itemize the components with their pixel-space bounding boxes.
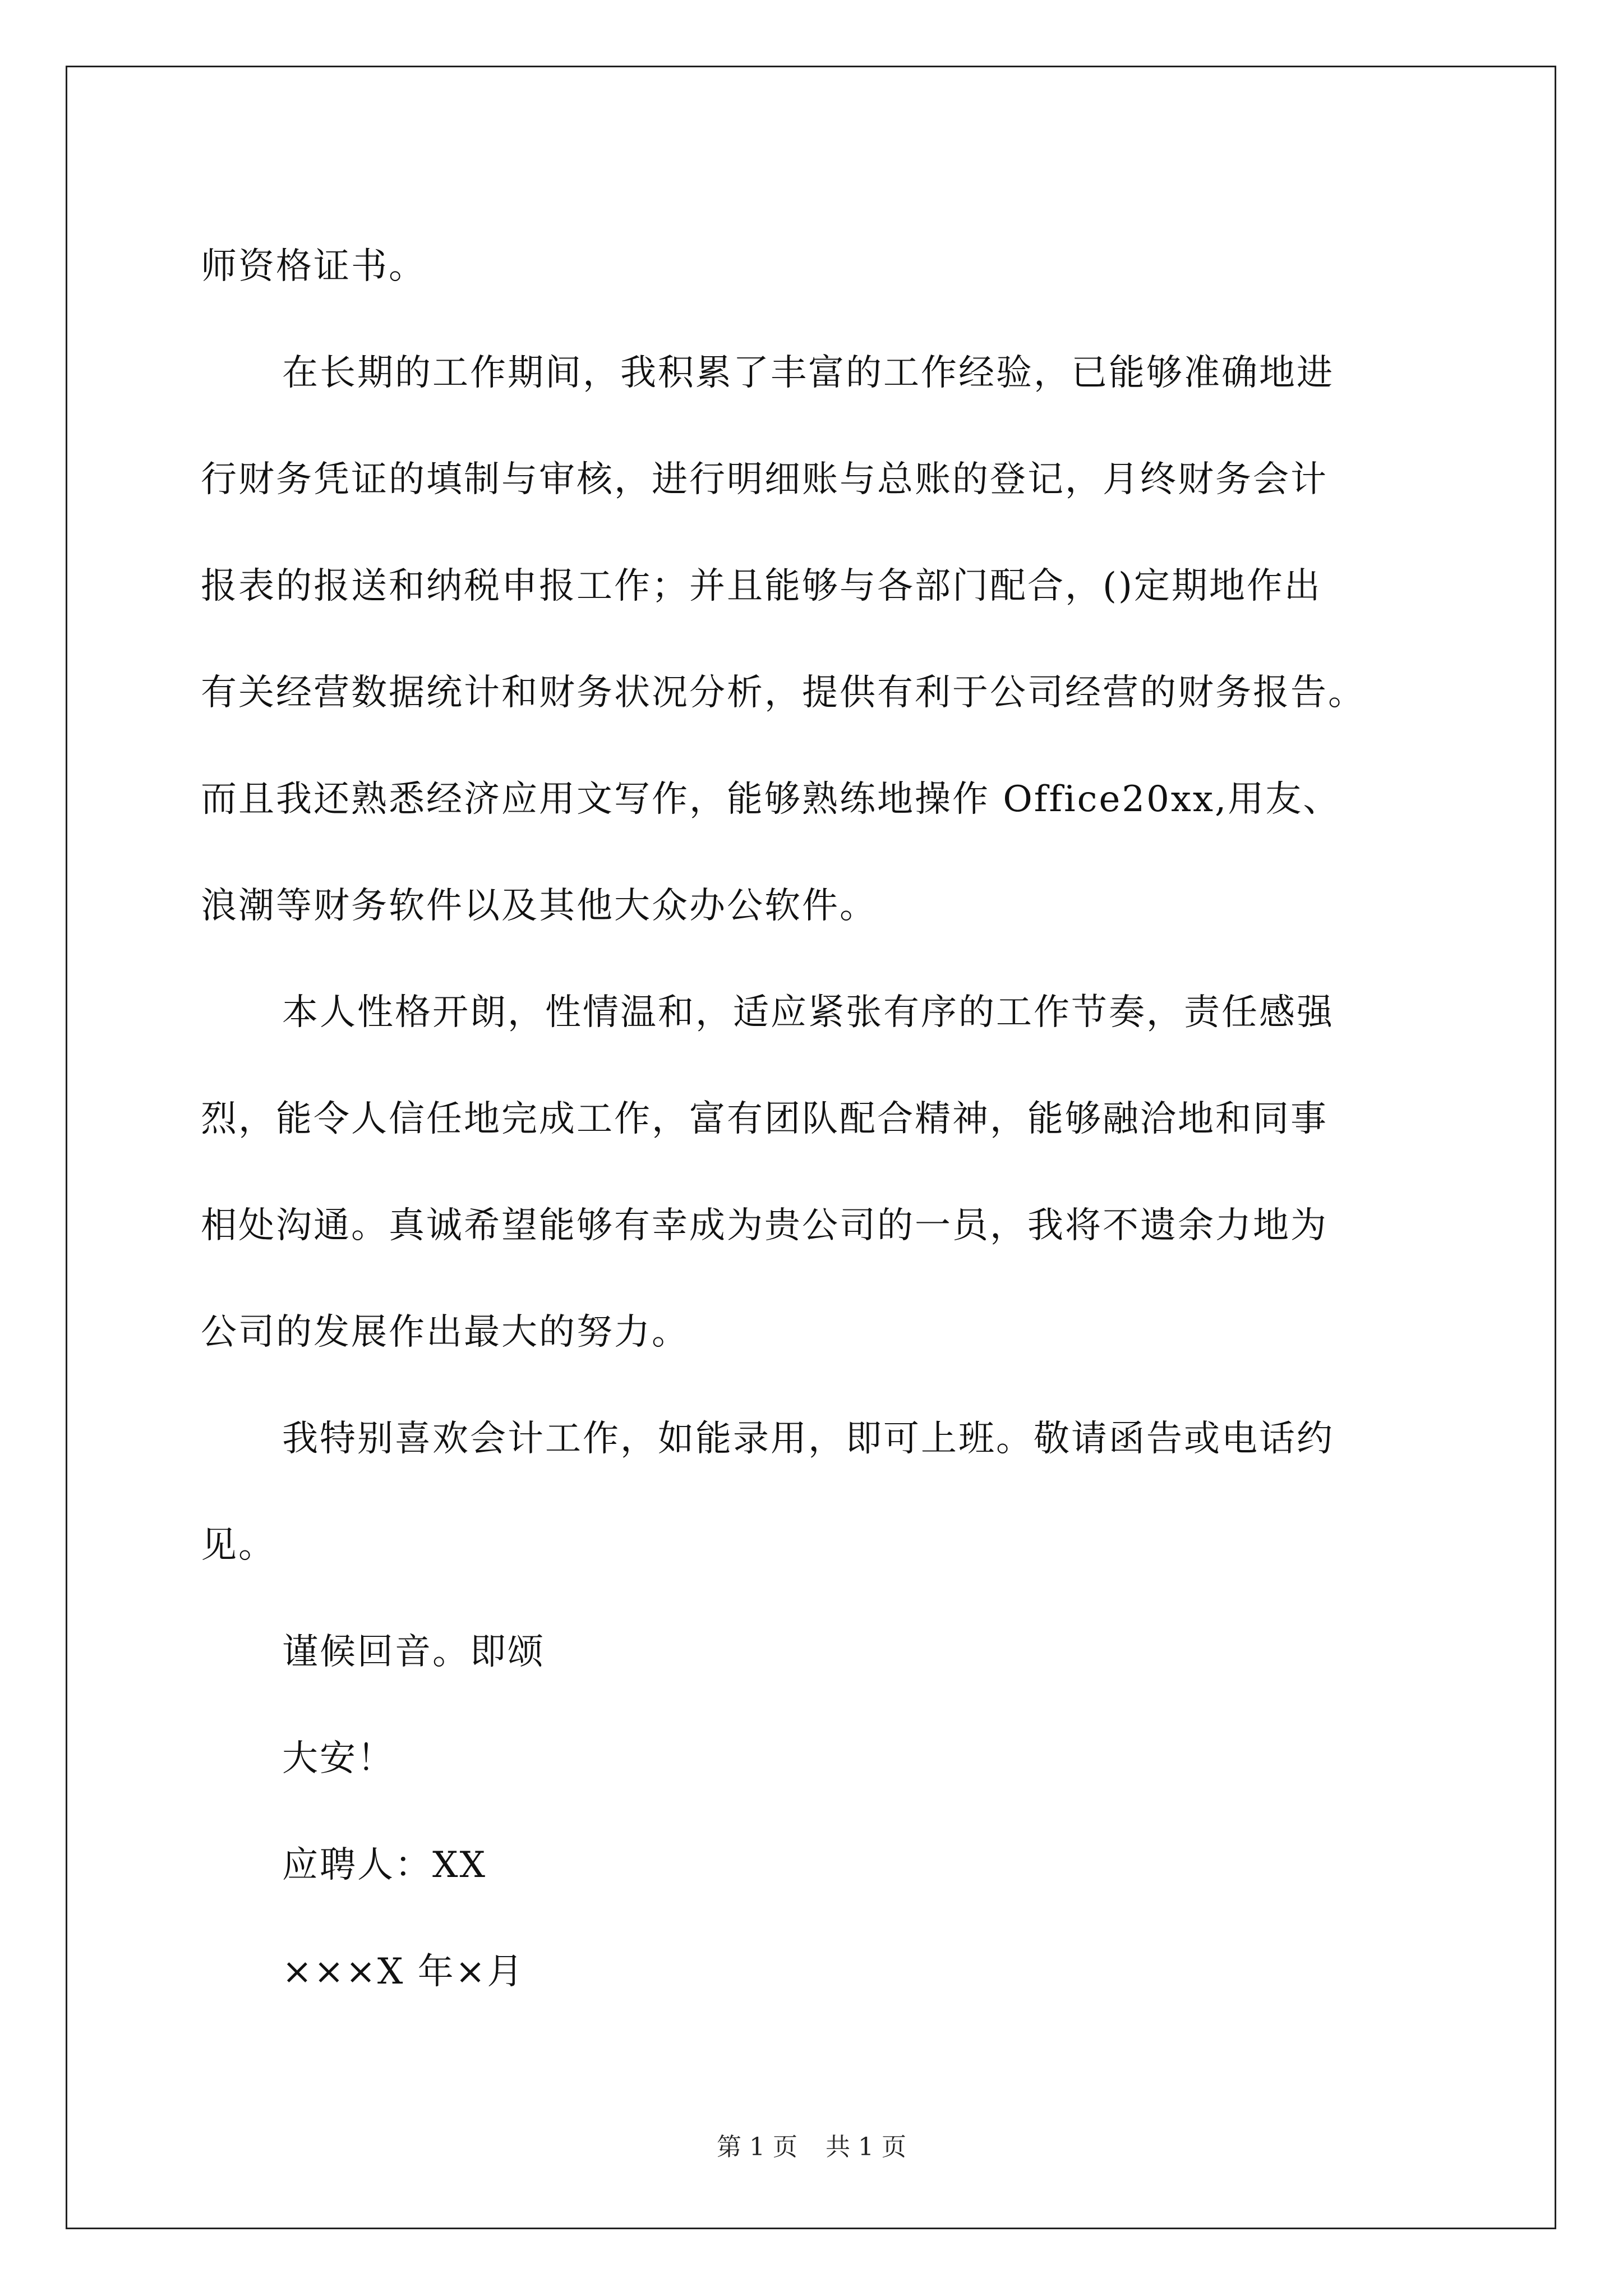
page-footer [0, 2131, 1623, 2164]
text-line: 见。 [201, 1525, 276, 1566]
text-line: 公司的发展作出最大的努力。 [201, 1312, 689, 1353]
date-line: ×××X 年×月 [282, 1951, 525, 1993]
closing-line: 谨候回音。即颂 [282, 1631, 545, 1673]
letter-body [201, 213, 1457, 2025]
text-line: 行财务凭证的填制与审核，进行明细账与总账的登记，月终财务会计 [201, 459, 1328, 500]
page-total: 共 1 页 [826, 2133, 906, 2161]
text-line: 在长期的工作期间，我积累了丰富的工作经验，已能够准确地进 [282, 352, 1334, 394]
text-line: 有关经营数据统计和财务状况分析，提供有利于公司经营的财务报告。 [201, 672, 1366, 714]
signature-line: 应聘人：XX [282, 1844, 487, 1886]
text-line: 我特别喜欢会计工作，如能录用，即可上班。敬请函告或电话约 [282, 1418, 1334, 1460]
page-number: 第 1 页 [717, 2133, 797, 2161]
text-line: 浪潮等财务软件以及其他大众办公软件。 [201, 885, 877, 927]
text-line: 相处沟通。真诚希望能够有幸成为贵公司的一员，我将不遗余力地为 [201, 1205, 1328, 1246]
text-line: 本人性格开朗，性情温和，适应紧张有序的工作节奏，责任感强 [282, 992, 1334, 1033]
text-line: 而且我还熟悉经济应用文写作，能够熟练地操作 Office20xx,用友、 [201, 779, 1341, 820]
text-line: 报表的报送和纳税申报工作；并且能够与各部门配合，()定期地作出 [201, 565, 1322, 607]
text-line: 烈，能令人信任地完成工作，富有团队配合精神，能够融洽地和同事 [201, 1098, 1328, 1140]
salutation-line: 大安！ [282, 1738, 395, 1779]
text-line: 师资格证书。 [201, 246, 426, 287]
